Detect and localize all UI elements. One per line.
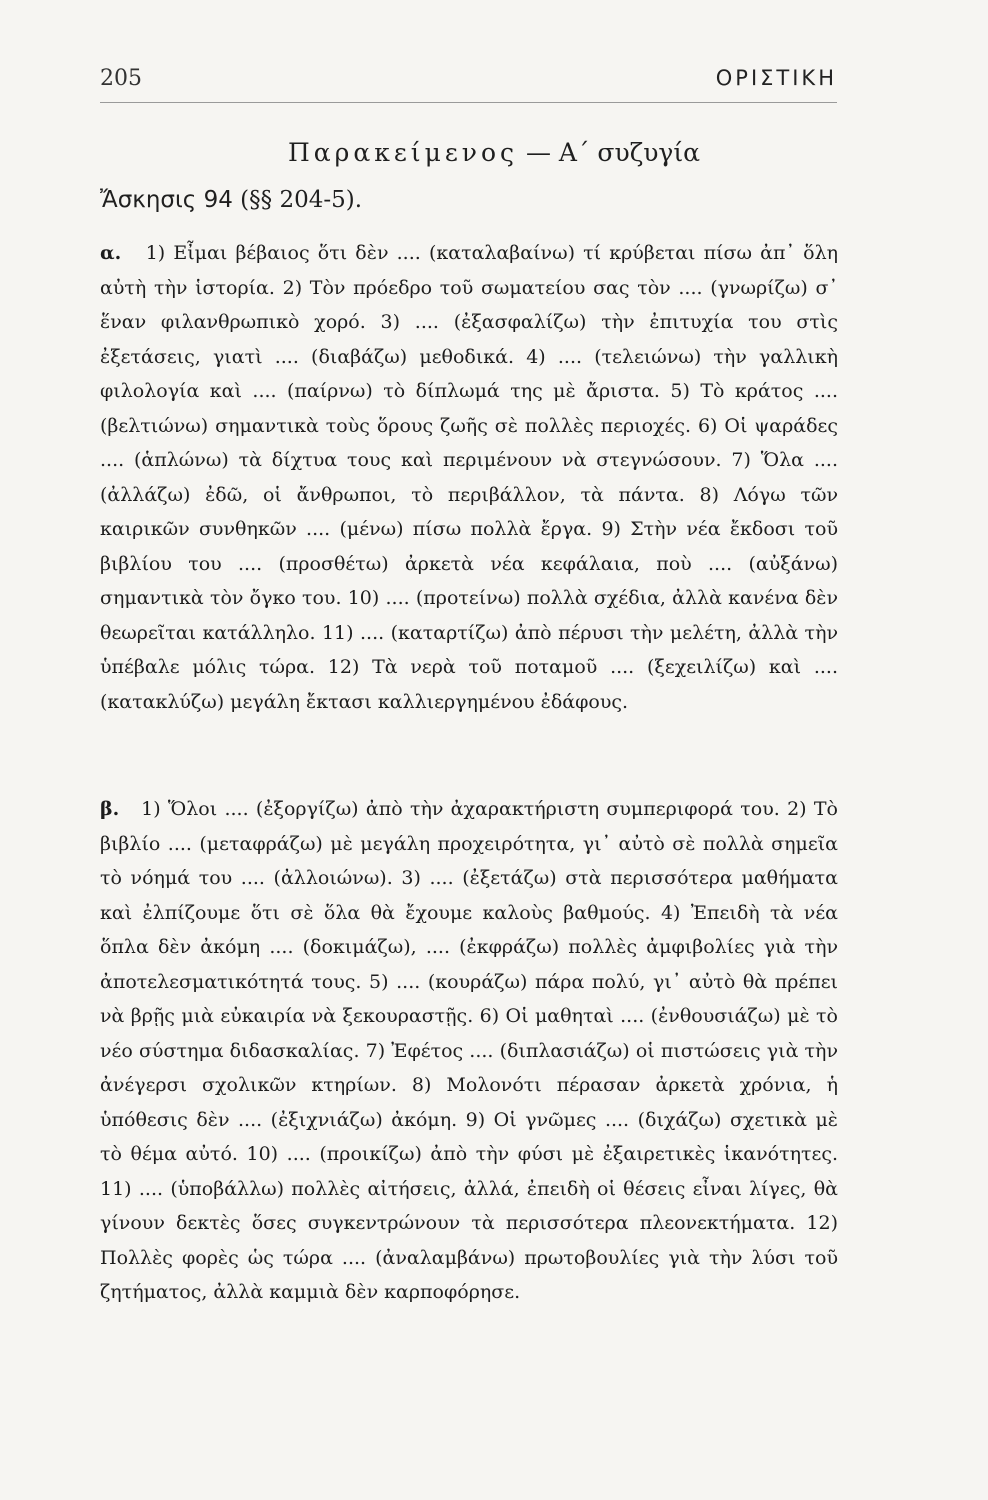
exercise-part-a	[100, 236, 838, 719]
header-rule	[100, 102, 837, 103]
running-head: ΟΡΙΣΤΙΚΗ	[715, 66, 837, 90]
exercise-part-b	[100, 792, 838, 1310]
section-title-conjugation: — Α΄ συζυγία	[518, 138, 701, 167]
page-number: 205	[100, 66, 142, 91]
part-a-text: 1) Εἶμαι βέβαιος ὅτι δὲν .... (καταλαβαίνω) τί κρύβεται πίσω ἀπ᾽ ὅλη αὐτὴ τὴν ἱστορία. 2) Τὸν πρόεδρο τοῦ σωματείου σας τὸν .... (γνωρίζω) σ᾽ ἕναν φιλανθρωπικὸ χορό. 3) .... (ἐξασφαλίζω) τὴν ἐπιτυχία του στὶς ἐξετάσεις, γιατὶ .... (διαβάζω) μεθοδικά. 4) .... (τελειώνω) τὴν γαλλικὴ φιλολογία καὶ .... (παίρνω) τὸ δίπλωμά της μὲ ἄριστα. 5) Τὸ κράτος .... (βελτιώνω) σημαντικὰ τοὺς ὅρους ζωῆς σὲ πολλὲς περιοχές. 6) Οἱ ψαράδες .... (ἁπλώνω) τὰ δίχτυα τους καὶ περιμένουν νὰ στεγνώσουν. 7) Ὅλα .... (ἀλλάζω) ἐδῶ, οἱ ἄνθρωποι, τὸ περιβάλλον, τὰ πάντα. 8) Λόγω τῶν καιρικῶν συνθηκῶν .... (μένω) πίσω πολλὰ ἔργα. 9) Στὴν νέα ἔκδοσι τοῦ βιβλίου του .... (προσθέτω) ἀρκετὰ νέα κεφάλαια, ποὺ .... (αὐξάνω) σημαντικὰ τὸν ὄγκο του. 10) .... (προτείνω) πολλὰ σχέδια, ἀλλὰ κανένα δὲν θεωρεῖται κατάλληλο. 11) .... (καταρτίζω) ἀπὸ πέρυσι τὴν μελέτη, ἀλλὰ τὴν ὑπέβαλε μόλις τώρα. 12) Τὰ νερὰ τοῦ ποταμοῦ .... (ξεχειλίζω) καὶ .... (κατακλύζω) μεγάλη ἔκτασι καλλιεργημένου ἐδάφους.	[100, 242, 838, 713]
exercise-label: Ἄσκησις 94	[100, 187, 233, 213]
part-b-text: 1) Ὅλοι .... (ἐξοργίζω) ἀπὸ τὴν ἀχαρακτήριστη συμπεριφορά του. 2) Τὸ βιβλίο .... (μεταφράζω) μὲ μεγάλη προχειρότητα, γι᾽ αὐτὸ σὲ πολλὰ σημεῖα τὸ νόημά του .... (ἀλλοιώνω). 3) .... (ἐξετάζω) στὰ περισσότερα μαθήματα καὶ ἐλπίζουμε ὅτι σὲ ὅλα θὰ ἔχουμε καλοὺς βαθμούς. 4) Ἐπειδὴ τὰ νέα ὅπλα δὲν ἀκόμη .... (δοκιμάζω), .... (ἐκφράζω) πολλὲς ἀμφιβολίες γιὰ τὴν ἀποτελεσματικότητά τους. 5) .... (κουράζω) πάρα πολύ, γι᾽ αὐτὸ θὰ πρέπει νὰ βρῇς μιὰ εὐκαιρία νὰ ξεκουραστῇς. 6) Οἱ μαθηταὶ .... (ἐνθουσιάζω) μὲ τὸ νέο σύστημα διδασκαλίας. 7) Ἐφέτος .... (διπλασιάζω) οἱ πιστώσεις γιὰ τὴν ἀνέγερσι σχολικῶν κτηρίων. 8) Μολονότι πέρασαν ἀρκετὰ χρόνια, ἡ ὑπόθεσις δὲν .... (ἐξιχνιάζω) ἀκόμη. 9) Οἱ γνῶμες .... (διχάζω) σχετικὰ μὲ τὸ θέμα αὐτό. 10) .... (προικίζω) ἀπὸ τὴν φύσι μὲ ἐξαιρετικὲς ἱκανότητες. 11) .... (ὑποβάλλω) πολλὲς αἰτήσεις, ἀλλά, ἐπειδὴ οἱ θέσεις εἶναι λίγες, θὰ γίνουν δεκτὲς ὅσες συγκεντρώνουν τὰ περισσότερα πλεονεκτήματα. 12) Πολλὲς φορὲς ὡς τώρα .... (ἀναλαμβάνω) πρωτοβουλίες γιὰ τὴν λύσι τοῦ ζητήματος, ἀλλὰ καμμιὰ δὲν καρποφόρησε.	[100, 798, 838, 1303]
exercise-reference: (§§ 204-5).	[232, 187, 363, 213]
exercise-title	[100, 187, 362, 213]
section-title	[0, 138, 988, 167]
part-b-marker: β.	[100, 798, 120, 820]
section-title-tense: Παρακείμενος	[287, 138, 519, 167]
part-a-marker: α.	[100, 242, 122, 264]
